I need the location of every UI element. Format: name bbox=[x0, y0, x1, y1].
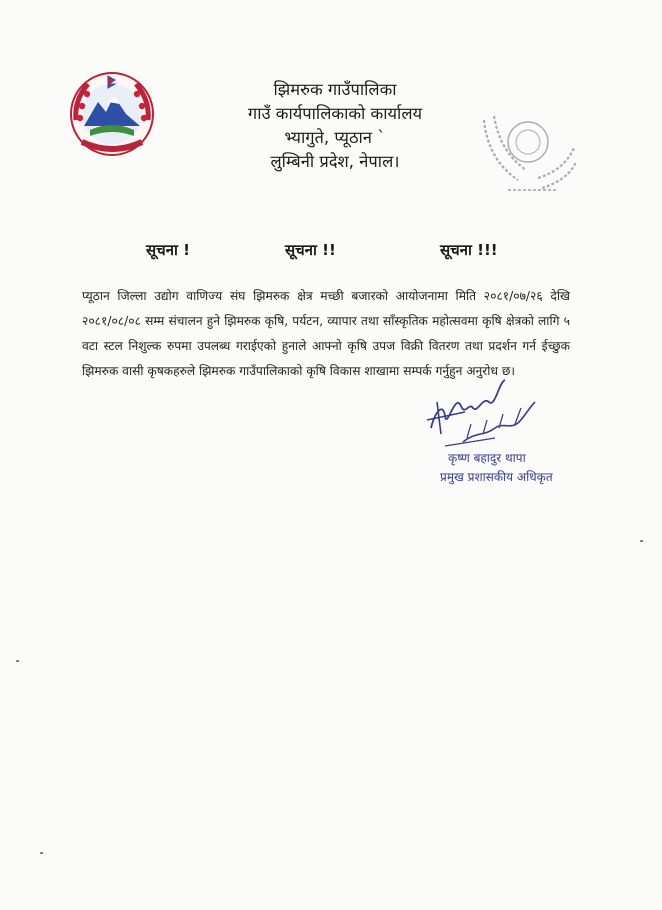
notice-heading-row bbox=[0, 240, 662, 264]
header-line-2: गाउँ कार्यपालिकाको कार्यालय bbox=[247, 104, 423, 123]
notice-body-paragraph: प्यूठान जिल्ला उद्योग वाणिज्य संघ झिमरुक क्षेत्र मच्छी बजारको आयोजनामा मिति २०८१/०७/२६ देखि २०८१/०८/०८ सम्म संचालन हुने झिमरुक कृषि, पर्यटन, व्यापार तथा साँस्कृतिक महोत्सवमा कृषि क्षेत्रको लागि ५ वटा स्टल निशुल्क रुपमा उपलब्ध गराईएको हुनाले आफ्नो कृषि उपज विक्री वितरण तथा प्रदर्शन गर्न ईच्छुक झिमरुक वासी कृषकहरुले झिमरुक गाउँपालिकाको कृषि विकास शाखामा सम्पर्क गर्नुहुन अनुरोध छ। bbox=[82, 289, 570, 379]
signatory-name: कृष्ण बहादुर थापा bbox=[448, 451, 526, 465]
office-header bbox=[200, 78, 470, 174]
signatory-title: प्रमुख प्रशासकीय अधिकृत bbox=[440, 470, 553, 484]
scan-speck bbox=[640, 540, 643, 542]
header-line-4: लुम्बिनी प्रदेश, नेपाल। bbox=[270, 152, 400, 171]
header-line-3: भ्यागुते, प्यूठान ` bbox=[284, 128, 386, 147]
notice-heading-2: सूचना !! bbox=[285, 241, 336, 259]
scan-speck bbox=[40, 852, 43, 854]
handwritten-signature-icon bbox=[425, 372, 545, 448]
notice-heading-3: सूचना !!! bbox=[440, 241, 498, 259]
office-seal-stamp-icon bbox=[478, 100, 578, 200]
notice-heading-1: सूचना ! bbox=[146, 241, 190, 259]
scan-speck bbox=[16, 660, 19, 662]
header-line-1: झिमरुक गाउँपालिका bbox=[273, 80, 397, 99]
nepal-government-emblem-icon bbox=[68, 70, 156, 158]
